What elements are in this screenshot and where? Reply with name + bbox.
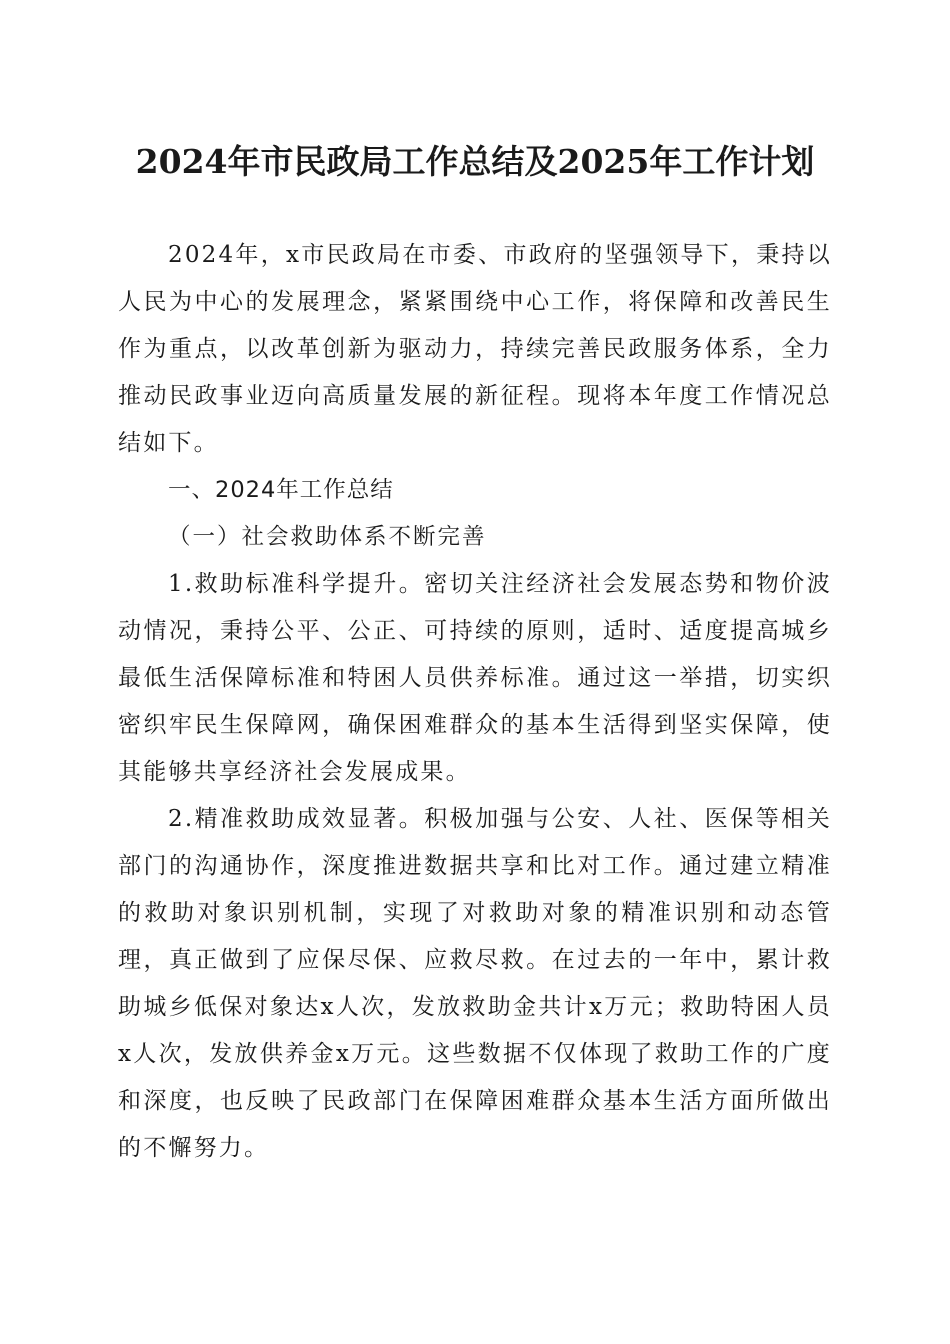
subsection-heading: （一）社会救助体系不断完善 (168, 524, 487, 550)
intro-paragraph: 2024年，x市民政局在市委、市政府的坚强领导下，秉持以人民为中心的发展理念，紧紧围绕中心工作，将保障和改善民生作为重点，以改革创新为驱动力，持续完善民政服务体系，全力推动民政事业迈向高质量发展的新征程。现将本年度工作情况总结如下。 (118, 242, 832, 456)
item-paragraph-2: 2.精准救助成效显著。积极加强与公安、人社、医保等相关部门的沟通协作，深度推进数据共享和比对工作。通过建立精准的救助对象识别机制，实现了对救助对象的精准识别和动态管理，真正做到了应保尽保、应救尽救。在过去的一年中，累计救助城乡低保对象达x人次，发放救助金共计x万元；救助特困人员x人次，发放供养金x万元。这些数据不仅体现了救助工作的广度和深度，也反映了民政部门在保障困难群众基本生活方面所做出的不懈努力。 (118, 806, 832, 1161)
document-body (118, 232, 832, 1172)
item-paragraph-1: 1.救助标准科学提升。密切关注经济社会发展态势和物价波动情况，秉持公平、公正、可持续的原则，适时、适度提高城乡最低生活保障标准和特困人员供养标准。通过这一举措，切实织密织牢民生保障网，确保困难群众的基本生活得到坚实保障，使其能够共享经济社会发展成果。 (118, 571, 832, 785)
section-heading: 一、2024年工作总结 (168, 477, 394, 503)
document-title: 2024年市民政局工作总结及2025年工作计划 (135, 142, 815, 181)
